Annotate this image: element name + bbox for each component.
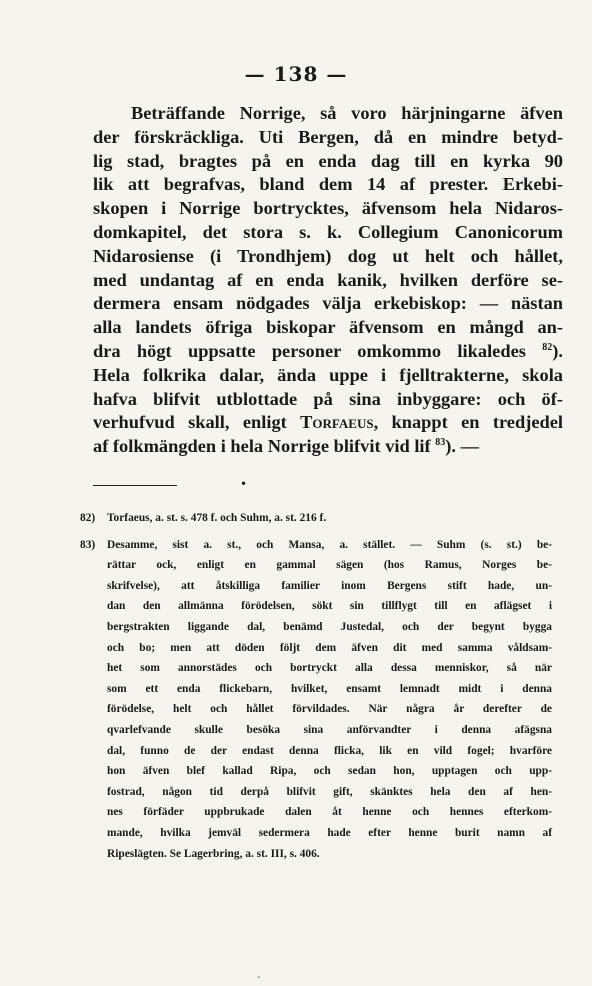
footnote-line: skrifvelse), att åtskilliga familier inom Bergens stift hade, un- [107, 579, 552, 592]
text-line [93, 411, 563, 435]
text-line: lik att begrafvas, bland dem 14 af prester. Erkebi- [93, 174, 563, 195]
divider-dot: • [240, 477, 248, 491]
text-fragment: , knappt en tredjedel [373, 412, 563, 433]
text-line: der förskräckliga. Uti Bergen, då en mindre betyd- [93, 126, 563, 147]
footnote-line: förödelse, helt och hållet förvildades. När några år derefter de [107, 703, 552, 716]
footnote-line: rättar ock, enligt en gammal sägen (hos Ramus, Norges be- [107, 559, 552, 572]
footnote-line: hon äfven blef kallad Ripa, och sedan hon, upptagen och upp- [107, 765, 552, 778]
footnote-82 [80, 508, 552, 529]
text-line [93, 340, 563, 364]
footnote-line: het som annorstädes och bortryckt alla dessa menniskor, så när [107, 662, 552, 675]
text-line: alla landets öfriga biskopar äfvensom en mångd an- [93, 317, 563, 338]
footnote-number: 82) [80, 512, 96, 524]
footnote-ref[interactable]: 83 [435, 437, 446, 449]
footnote-line: bergstrakten liggande dal, benämd Justedal, och der begynt bygga [107, 620, 552, 633]
text-line: Hela folkrika dalar, ända uppe i fjelltrakterne, skola [93, 364, 563, 385]
text-line: hafva blifvit utblottade på sina inbyggare: och öf- [93, 388, 563, 409]
footnote-ref[interactable]: 82 [542, 341, 553, 353]
text-line: lig stad, bragtes på en enda dag till en kyrka 90 [93, 150, 563, 171]
text-line: skopen i Norrige bortrycktes, äfvensom hela Nidaros- [93, 198, 563, 219]
footnote-line: fostrad, någon tid derpå blifvit gift, skänktes hela den af hen- [107, 785, 552, 798]
footnote-line: och bo; men att döden följt dem äfven dit med samma våldsam- [107, 641, 552, 654]
footnotes [80, 508, 552, 864]
text-fragment: af folkmängden i hela Norrige blifvit vid lif [93, 436, 431, 457]
text-line: Beträffande Norrige, så voro härjningarne äfven [131, 103, 563, 123]
footnote-line: som ett enda flickebarn, hvilket, ensamt lemnadt midt i denna [107, 682, 552, 695]
bottom-mark: - [257, 972, 261, 983]
footnote-line: nes förfäder uppbrukade dalen åt henne och hennes efterkom- [107, 806, 552, 819]
text-line: domkapitel, det stora s. k. Collegium Canonicorum [93, 221, 563, 242]
footnote-line: mande, hvilka jemväl sedermera hade efter henne burit namn af [107, 826, 552, 839]
text-fragment: dra högt uppsatte personer omkommo likaledes [93, 340, 526, 361]
text-fragment: verhufvud skall, enligt [93, 412, 287, 433]
footnote-divider [93, 485, 177, 486]
footnote-number: 83) [80, 538, 96, 551]
author-name: Torfaeus [300, 412, 374, 433]
footnote-line: qvarlefvande skulle besöka sina anförvandter i denna afägsna [107, 723, 552, 736]
footnote-line: dal, funno de der endast denna flicka, lik en vild fogel; hvarföre [107, 744, 552, 757]
page-number: — 138 — [244, 62, 348, 86]
footnote-text: Torfaeus, a. st. s. 478 f. och Suhm, a. st. 216 f. [107, 512, 327, 524]
text-fragment: ). — [445, 436, 479, 457]
text-line: Nidarosiense (i Trondhjem) dog ut helt och hållet, [93, 245, 563, 266]
footnote-83 [80, 535, 552, 556]
footnote-line: dan den allmänna förödelsen, sökt sin tillflygt till en aflägset i [107, 600, 552, 613]
text-line: dermera ensam nödgades välja erkebiskop: — nästan [93, 293, 563, 314]
text-line: med undantag af en enda kanik, hvilken derföre se- [93, 269, 563, 290]
main-text [93, 102, 563, 459]
footnote-text: Desamme, sist a. st., och Mansa, a. stället. — Suhm (s. st.) be- [107, 538, 552, 551]
text-fragment: ). [552, 340, 563, 361]
footnote-line: Ripeslägten. Se Lagerbring, a. st. III, s. 406. [107, 847, 320, 860]
text-line [93, 435, 563, 459]
